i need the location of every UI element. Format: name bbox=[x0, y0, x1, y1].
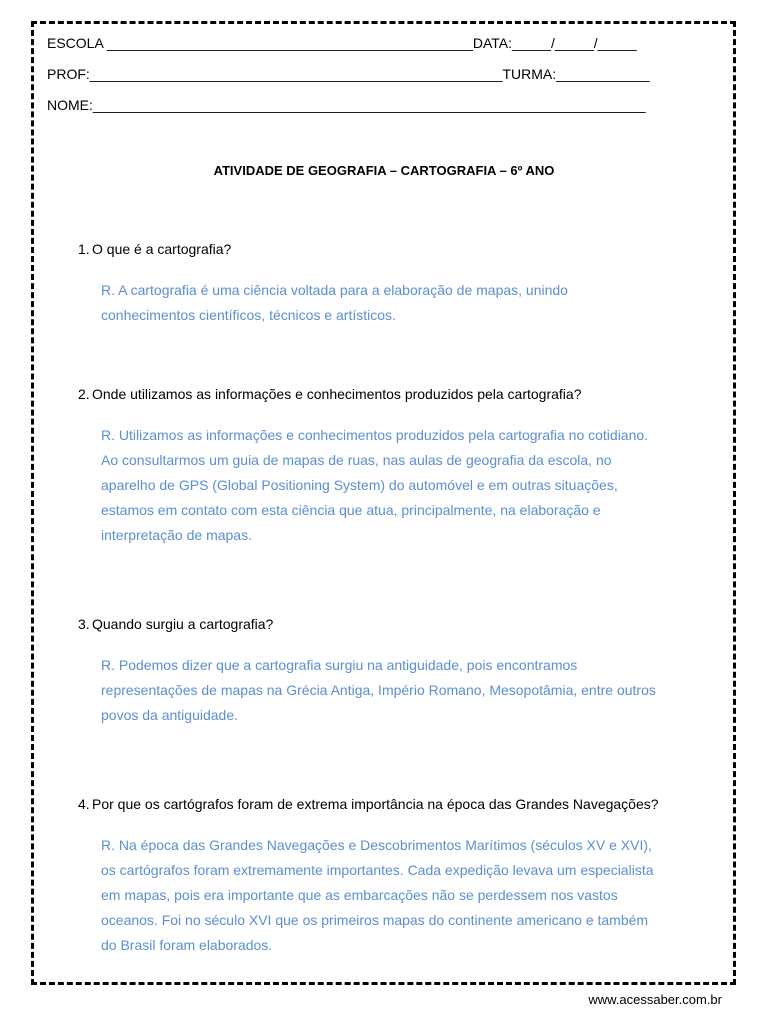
answer-line: conhecimentos científicos, técnicos e artísticos. bbox=[101, 307, 396, 323]
answer-line: representações de mapas na Grécia Antiga, Império Romano, Mesopotâmia, entre outros bbox=[101, 682, 656, 698]
question-number: 2. bbox=[78, 386, 90, 402]
answer-1 bbox=[101, 278, 726, 328]
answer-line: R. A cartografia é uma ciência voltada para a elaboração de mapas, unindo bbox=[101, 282, 568, 298]
answer-line: interpretação de mapas. bbox=[101, 527, 252, 543]
question-text: Quando surgiu a cartografia? bbox=[92, 616, 274, 632]
header-prof-line: PROF:_____________________________________________________TURMA:____________ bbox=[47, 66, 650, 82]
question-number: 1. bbox=[78, 241, 90, 257]
header-escola-line: ESCOLA _______________________________________________DATA:_____/_____/_____ bbox=[47, 35, 637, 51]
answer-line: oceanos. Foi no século XVI que os primeiros mapas do continente americano e também bbox=[101, 912, 649, 928]
question-1 bbox=[78, 241, 231, 257]
answer-4 bbox=[101, 833, 726, 958]
answer-line: estamos em contato com esta ciência que atua, principalmente, na elaboração e bbox=[101, 502, 601, 518]
answer-line: povos da antiguidade. bbox=[101, 707, 238, 723]
question-number: 3. bbox=[78, 616, 90, 632]
answer-line: R. Na época das Grandes Navegações e Descobrimentos Marítimos (séculos XV e XVI), bbox=[101, 837, 652, 853]
question-number: 4. bbox=[78, 796, 90, 812]
question-text: O que é a cartografia? bbox=[92, 241, 232, 257]
question-3 bbox=[78, 616, 273, 632]
question-2 bbox=[78, 386, 582, 402]
footer-url: www.acessaber.com.br bbox=[588, 992, 722, 1007]
question-text: Por que os cartógrafos foram de extrema importância na época das Grandes Navegações? bbox=[92, 796, 659, 812]
question-4 bbox=[78, 796, 659, 812]
answer-line: do Brasil foram elaborados. bbox=[101, 937, 273, 953]
answer-line: R. Utilizamos as informações e conhecimentos produzidos pela cartografia no cotidiano. bbox=[101, 427, 649, 443]
answer-line: aparelho de GPS (Global Positioning System) do automóvel e em outras situações, bbox=[101, 477, 618, 493]
question-text: Onde utilizamos as informações e conhecimentos produzidos pela cartografia? bbox=[92, 386, 582, 402]
answer-3 bbox=[101, 653, 726, 728]
header-nome-line: NOME:_______________________________________________________________________ bbox=[47, 97, 646, 113]
answer-line: R. Podemos dizer que a cartografia surgiu na antiguidade, pois encontramos bbox=[101, 657, 578, 673]
answer-line: Ao consultarmos um guia de mapas de ruas, nas aulas de geografia da escola, no bbox=[101, 452, 612, 468]
answer-line: em mapas, pois era importante que as embarcações não se perdessem nos vastos bbox=[101, 887, 618, 903]
page-title: ATIVIDADE DE GEOGRAFIA – CARTOGRAFIA – 6º ANO bbox=[213, 163, 555, 178]
answer-line: os cartógrafos foram extremamente importantes. Cada expedição levava um especialista bbox=[101, 862, 654, 878]
answer-2 bbox=[101, 423, 726, 548]
